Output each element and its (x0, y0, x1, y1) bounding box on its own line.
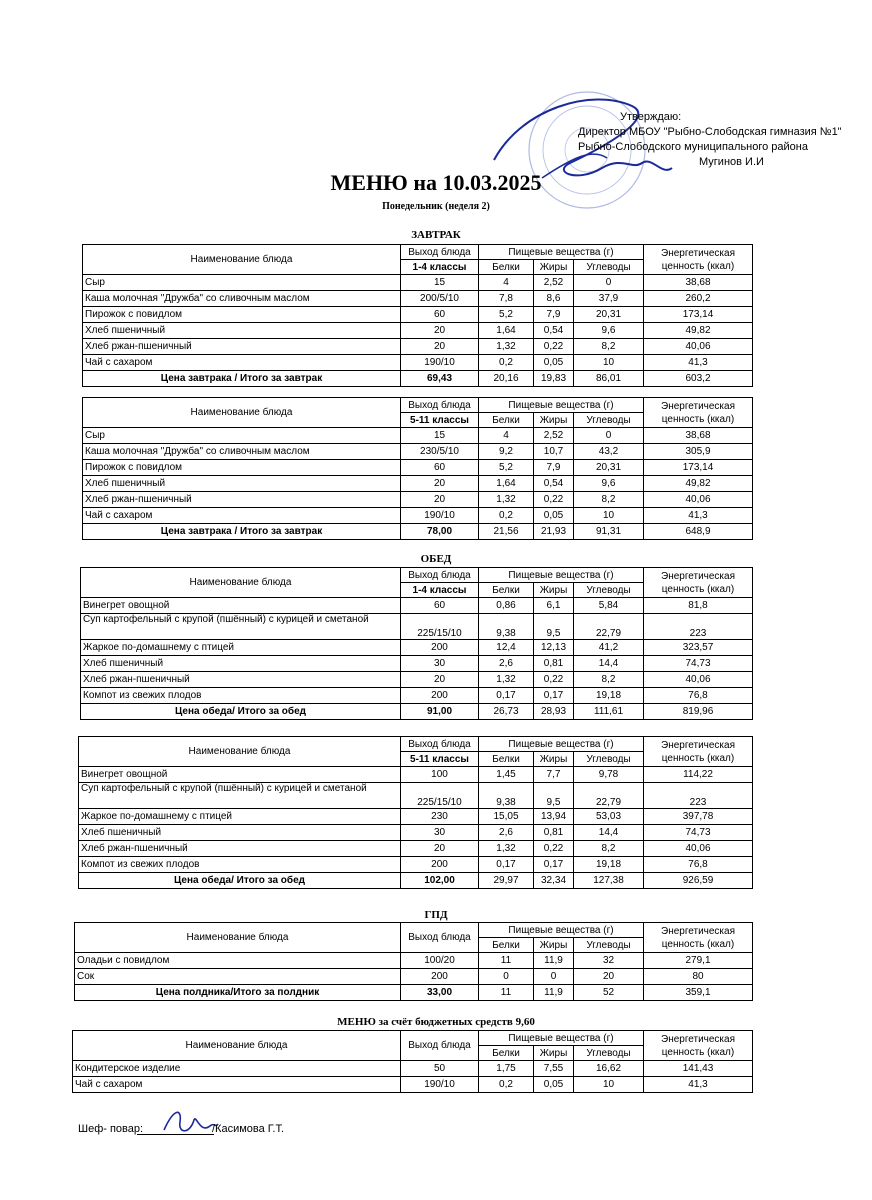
table-cell: 15 (401, 275, 479, 291)
header-energy: Энергетическая ценность (ккал) (644, 923, 753, 953)
table-cell: 230/5/10 (401, 444, 479, 460)
table-row (73, 1061, 753, 1077)
table-cell: 1,32 (479, 672, 534, 688)
table-cell: 10 (574, 355, 644, 371)
table-cell: 20 (401, 339, 479, 355)
table-cell: 30 (401, 825, 479, 841)
table-cell: 76,8 (644, 857, 753, 873)
page-title: МЕНЮ на 10.03.2025 (330, 170, 542, 195)
table-cell: 9,6 (574, 323, 644, 339)
table-cell: 190/10 (401, 1077, 479, 1093)
total-value: 359,1 (644, 985, 753, 1001)
total-row (83, 371, 753, 387)
table-cell: 9,2 (479, 444, 534, 460)
header-fats: Жиры (534, 752, 574, 767)
dish-name: Хлеб пшеничный (81, 656, 401, 672)
table-cell: 60 (401, 598, 479, 614)
table-row (83, 307, 753, 323)
table-cell: 30 (401, 656, 479, 672)
header-energy: Энергетическая ценность (ккал) (644, 568, 753, 598)
total-value: 926,59 (644, 873, 753, 889)
table-cell: 2,6 (479, 825, 534, 841)
table-cell: 49,82 (644, 476, 753, 492)
header-fats: Жиры (534, 413, 574, 428)
header-name: Наименование блюда (75, 923, 401, 953)
total-value: 28,93 (534, 704, 574, 720)
table-cell: 7,55 (534, 1061, 574, 1077)
total-value: 33,00 (401, 985, 479, 1001)
total-value: 20,16 (479, 371, 534, 387)
table-cell: 16,62 (574, 1061, 644, 1077)
dish-name: Хлеб пшеничный (83, 323, 401, 339)
table-cell: 9,5 (534, 614, 574, 640)
table-cell: 53,03 (574, 809, 644, 825)
header-carbs: Углеводы (574, 1046, 644, 1061)
table-cell: 4 (479, 275, 534, 291)
table-cell: 200 (401, 969, 479, 985)
table-cell: 0,81 (534, 825, 574, 841)
total-value: 21,56 (479, 524, 534, 540)
total-value: 91,00 (401, 704, 479, 720)
table-row (83, 291, 753, 307)
table-cell: 225/15/10 (401, 783, 479, 809)
table-cell: 9,5 (534, 783, 574, 809)
header-fats: Жиры (534, 260, 574, 275)
table-cell: 0,2 (479, 1077, 534, 1093)
header-nutrients: Пищевые вещества (г) (479, 923, 644, 938)
header-nutrients: Пищевые вещества (г) (479, 568, 644, 583)
table-row (79, 841, 753, 857)
table-cell: 223 (644, 783, 753, 809)
approval-line: Рыбно-Слободского муниципального района (578, 141, 808, 153)
table-row (79, 809, 753, 825)
table-cell: 60 (401, 460, 479, 476)
approval-block (578, 110, 842, 170)
table-cell: 15 (401, 428, 479, 444)
total-value: 69,43 (401, 371, 479, 387)
table-cell: 1,32 (479, 339, 534, 355)
dish-name: Чай с сахаром (83, 355, 401, 371)
table-cell: 0 (574, 275, 644, 291)
table-row (75, 953, 753, 969)
table-row (79, 825, 753, 841)
header-proteins: Белки (479, 752, 534, 767)
table-cell: 41,3 (644, 508, 753, 524)
header-name: Наименование блюда (81, 568, 401, 598)
breakfast-table-1-4 (82, 244, 753, 387)
table-cell: 9,38 (479, 614, 534, 640)
budget-table (72, 1030, 753, 1093)
total-value: 19,83 (534, 371, 574, 387)
table-cell: 7,9 (534, 460, 574, 476)
header-energy: Энергетическая ценность (ккал) (644, 245, 753, 275)
dish-name: Хлеб пшеничный (83, 476, 401, 492)
table-cell: 6,1 (534, 598, 574, 614)
table-cell: 4 (479, 428, 534, 444)
table-cell: 1,32 (479, 841, 534, 857)
table-cell: 0,22 (534, 672, 574, 688)
table-cell: 260,2 (644, 291, 753, 307)
dish-name: Сок (75, 969, 401, 985)
table-cell: 11,9 (534, 953, 574, 969)
table-cell: 0,22 (534, 492, 574, 508)
table-row (83, 323, 753, 339)
table-row (83, 460, 753, 476)
header-carbs: Углеводы (574, 752, 644, 767)
dish-name: Винегрет овощной (79, 767, 401, 783)
table-cell: 2,52 (534, 275, 574, 291)
table-cell: 323,57 (644, 640, 753, 656)
table-cell: 10 (574, 508, 644, 524)
header-energy: Энергетическая ценность (ккал) (644, 398, 753, 428)
table-row (79, 783, 753, 809)
section-title-budget: МЕНЮ за счёт бюджетных средств 9,60 (337, 1016, 535, 1028)
table-cell: 37,9 (574, 291, 644, 307)
table-cell: 76,8 (644, 688, 753, 704)
total-row (75, 985, 753, 1001)
table-cell: 19,18 (574, 688, 644, 704)
dish-name: Пирожок с повидлом (83, 307, 401, 323)
total-value: 86,01 (574, 371, 644, 387)
header-group: 5-11 классы (401, 413, 479, 428)
header-group: 1-4 классы (401, 583, 479, 598)
table-cell: 0 (534, 969, 574, 985)
table-row (81, 640, 753, 656)
total-value: 52 (574, 985, 644, 1001)
table-cell: 0,05 (534, 355, 574, 371)
header-proteins: Белки (479, 938, 534, 953)
header-yield: Выход блюда (401, 245, 479, 260)
total-value: 819,96 (644, 704, 753, 720)
table-row (83, 508, 753, 524)
table-cell: 1,75 (479, 1061, 534, 1077)
table-cell: 41,3 (644, 1077, 753, 1093)
lunch-table-1-4 (80, 567, 753, 720)
dish-name: Каша молочная "Дружба" со сливочным маслом (83, 444, 401, 460)
table-cell: 43,2 (574, 444, 644, 460)
table-cell: 100 (401, 767, 479, 783)
table-row (81, 688, 753, 704)
header-proteins: Белки (479, 413, 534, 428)
table-cell: 0,17 (479, 857, 534, 873)
total-value: 11,9 (534, 985, 574, 1001)
table-cell: 0,54 (534, 476, 574, 492)
table-cell: 5,2 (479, 460, 534, 476)
table-cell: 9,78 (574, 767, 644, 783)
table-cell: 0,05 (534, 1077, 574, 1093)
table-cell: 8,2 (574, 672, 644, 688)
dish-name: Хлеб ржан-пшеничный (83, 339, 401, 355)
table-cell: 7,7 (534, 767, 574, 783)
table-cell: 2,6 (479, 656, 534, 672)
table-cell: 19,18 (574, 857, 644, 873)
header-fats: Жиры (534, 583, 574, 598)
table-cell: 20 (401, 323, 479, 339)
table-cell: 173,14 (644, 307, 753, 323)
header-nutrients: Пищевые вещества (г) (479, 737, 644, 752)
total-label: Цена завтрака / Итого за завтрак (83, 371, 401, 387)
dish-name: Кондитерское изделие (73, 1061, 401, 1077)
dish-name: Оладьи с повидлом (75, 953, 401, 969)
header-yield: Выход блюда (401, 398, 479, 413)
total-value: 26,73 (479, 704, 534, 720)
table-cell: 0,2 (479, 355, 534, 371)
header-group: 1-4 классы (401, 260, 479, 275)
table-row (83, 428, 753, 444)
table-cell: 60 (401, 307, 479, 323)
table-cell: 114,22 (644, 767, 753, 783)
table-cell: 1,32 (479, 492, 534, 508)
table-cell: 41,3 (644, 355, 753, 371)
approval-line: Директор МБОУ "Рыбно-Слободская гимназия №1" (578, 126, 842, 138)
dish-name: Чай с сахаром (83, 508, 401, 524)
total-value: 29,97 (479, 873, 534, 889)
total-label: Цена обеда/ Итого за обед (79, 873, 401, 889)
table-row (79, 767, 753, 783)
table-cell: 7,8 (479, 291, 534, 307)
chef-signature (160, 1104, 220, 1140)
table-cell: 0,22 (534, 339, 574, 355)
table-cell: 50 (401, 1061, 479, 1077)
total-row (83, 524, 753, 540)
table-cell: 38,68 (644, 428, 753, 444)
dish-name: Винегрет овощной (81, 598, 401, 614)
table-row (83, 355, 753, 371)
table-row (81, 598, 753, 614)
table-cell: 41,2 (574, 640, 644, 656)
header-yield: Выход блюда (401, 568, 479, 583)
header-energy: Энергетическая ценность (ккал) (644, 737, 753, 767)
section-title-lunch: ОБЕД (420, 553, 452, 565)
approval-line: Утверждаю: (620, 111, 682, 123)
table-cell: 1,64 (479, 323, 534, 339)
header-name: Наименование блюда (83, 245, 401, 275)
page-subtitle: Понедельник (неделя 2) (382, 201, 490, 212)
table-cell: 74,73 (644, 656, 753, 672)
header-nutrients: Пищевые вещества (г) (479, 1031, 644, 1046)
total-value: 648,9 (644, 524, 753, 540)
table-cell: 190/10 (401, 355, 479, 371)
dish-name: Чай с сахаром (73, 1077, 401, 1093)
header-name: Наименование блюда (79, 737, 401, 767)
header-yield: Выход блюда (401, 1031, 479, 1061)
snack-table (74, 922, 753, 1001)
table-row (83, 444, 753, 460)
table-cell: 12,13 (534, 640, 574, 656)
chef-label: Шеф- повар: (78, 1123, 144, 1135)
table-cell: 20,31 (574, 307, 644, 323)
header-carbs: Углеводы (574, 938, 644, 953)
table-cell: 0,86 (479, 598, 534, 614)
header-energy: Энергетическая ценность (ккал) (644, 1031, 753, 1061)
table-cell: 230 (401, 809, 479, 825)
table-cell: 200 (401, 857, 479, 873)
dish-name: Хлеб ржан-пшеничный (83, 492, 401, 508)
dish-name: Хлеб пшеничный (79, 825, 401, 841)
table-row (81, 656, 753, 672)
header-proteins: Белки (479, 260, 534, 275)
dish-name: Хлеб ржан-пшеничный (79, 841, 401, 857)
total-label: Цена обеда/ Итого за обед (81, 704, 401, 720)
dish-name: Суп картофельный с крупой (пшённый) с курицей и сметаной (79, 783, 401, 809)
table-cell: 10,7 (534, 444, 574, 460)
table-cell: 8,6 (534, 291, 574, 307)
table-cell: 200 (401, 688, 479, 704)
total-value: 11 (479, 985, 534, 1001)
approval-line: Мугинов И.И (699, 156, 764, 168)
total-value: 78,00 (401, 524, 479, 540)
table-cell: 0,05 (534, 508, 574, 524)
table-cell: 9,6 (574, 476, 644, 492)
header-fats: Жиры (534, 1046, 574, 1061)
table-row (79, 857, 753, 873)
table-row (83, 476, 753, 492)
table-row (83, 275, 753, 291)
table-cell: 279,1 (644, 953, 753, 969)
table-cell: 9,38 (479, 783, 534, 809)
header-name: Наименование блюда (83, 398, 401, 428)
table-cell: 80 (644, 969, 753, 985)
table-cell: 7,9 (534, 307, 574, 323)
table-cell: 0,17 (534, 857, 574, 873)
total-value: 32,34 (534, 873, 574, 889)
table-cell: 10 (574, 1077, 644, 1093)
table-cell: 22,79 (574, 614, 644, 640)
breakfast-table-5-11 (82, 397, 753, 540)
table-cell: 5,84 (574, 598, 644, 614)
table-cell: 49,82 (644, 323, 753, 339)
table-cell: 141,43 (644, 1061, 753, 1077)
table-cell: 8,2 (574, 339, 644, 355)
table-cell: 13,94 (534, 809, 574, 825)
table-cell: 0,2 (479, 508, 534, 524)
table-cell: 0 (574, 428, 644, 444)
table-cell: 1,45 (479, 767, 534, 783)
dish-name: Сыр (83, 275, 401, 291)
dish-name: Компот из свежих плодов (81, 688, 401, 704)
table-cell: 20 (401, 476, 479, 492)
table-cell: 74,73 (644, 825, 753, 841)
total-row (81, 704, 753, 720)
total-value: 127,38 (574, 873, 644, 889)
table-cell: 81,8 (644, 598, 753, 614)
table-cell: 0,17 (479, 688, 534, 704)
table-cell: 15,05 (479, 809, 534, 825)
dish-name: Компот из свежих плодов (79, 857, 401, 873)
table-cell: 8,2 (574, 841, 644, 857)
header-group: 5-11 классы (401, 752, 479, 767)
table-cell: 200 (401, 640, 479, 656)
table-cell: 190/10 (401, 508, 479, 524)
table-cell: 0 (479, 969, 534, 985)
lunch-table-5-11 (78, 736, 753, 889)
table-cell: 173,14 (644, 460, 753, 476)
total-label: Цена полдника/Итого за полдник (75, 985, 401, 1001)
header-carbs: Углеводы (574, 583, 644, 598)
total-value: 603,2 (644, 371, 753, 387)
dish-name: Пирожок с повидлом (83, 460, 401, 476)
header-name: Наименование блюда (73, 1031, 401, 1061)
header-carbs: Углеводы (574, 260, 644, 275)
table-cell: 0,81 (534, 656, 574, 672)
dish-name: Каша молочная "Дружба" со сливочным маслом (83, 291, 401, 307)
total-value: 21,93 (534, 524, 574, 540)
total-row (79, 873, 753, 889)
table-cell: 20 (574, 969, 644, 985)
header-proteins: Белки (479, 583, 534, 598)
dish-name: Суп картофельный с крупой (пшённый) с курицей и сметаной (81, 614, 401, 640)
table-cell: 2,52 (534, 428, 574, 444)
header-proteins: Белки (479, 1046, 534, 1061)
table-cell: 1,64 (479, 476, 534, 492)
table-cell: 0,17 (534, 688, 574, 704)
table-cell: 223 (644, 614, 753, 640)
header-carbs: Углеводы (574, 413, 644, 428)
table-cell: 32 (574, 953, 644, 969)
table-cell: 0,54 (534, 323, 574, 339)
table-cell: 40,06 (644, 492, 753, 508)
table-cell: 200/5/10 (401, 291, 479, 307)
table-cell: 5,2 (479, 307, 534, 323)
table-cell: 40,06 (644, 672, 753, 688)
dish-name: Хлеб ржан-пшеничный (81, 672, 401, 688)
chef-name: /Касимова Г.Т. (212, 1123, 285, 1135)
dish-name: Сыр (83, 428, 401, 444)
table-row (83, 339, 753, 355)
table-cell: 12,4 (479, 640, 534, 656)
section-title-breakfast: ЗАВТРАК (411, 229, 461, 241)
table-row (81, 614, 753, 640)
table-cell: 225/15/10 (401, 614, 479, 640)
table-cell: 22,79 (574, 783, 644, 809)
dish-name: Жаркое по-домашнему с птицей (81, 640, 401, 656)
table-cell: 40,06 (644, 339, 753, 355)
table-row (83, 492, 753, 508)
table-cell: 11 (479, 953, 534, 969)
header-nutrients: Пищевые вещества (г) (479, 245, 644, 260)
dish-name: Жаркое по-домашнему с птицей (79, 809, 401, 825)
total-value: 102,00 (401, 873, 479, 889)
table-cell: 20 (401, 492, 479, 508)
table-cell: 100/20 (401, 953, 479, 969)
table-cell: 305,9 (644, 444, 753, 460)
header-yield: Выход блюда (401, 923, 479, 953)
total-value: 91,31 (574, 524, 644, 540)
table-row (73, 1077, 753, 1093)
table-cell: 14,4 (574, 656, 644, 672)
table-cell: 8,2 (574, 492, 644, 508)
table-cell: 20 (401, 841, 479, 857)
header-fats: Жиры (534, 938, 574, 953)
section-title-snack: ГПД (424, 909, 448, 921)
table-cell: 20,31 (574, 460, 644, 476)
total-value: 111,61 (574, 704, 644, 720)
table-cell: 397,78 (644, 809, 753, 825)
table-cell: 38,68 (644, 275, 753, 291)
total-label: Цена завтрака / Итого за завтрак (83, 524, 401, 540)
header-nutrients: Пищевые вещества (г) (479, 398, 644, 413)
table-row (81, 672, 753, 688)
table-cell: 20 (401, 672, 479, 688)
table-cell: 40,06 (644, 841, 753, 857)
table-cell: 14,4 (574, 825, 644, 841)
table-row (75, 969, 753, 985)
header-yield: Выход блюда (401, 737, 479, 752)
table-cell: 0,22 (534, 841, 574, 857)
